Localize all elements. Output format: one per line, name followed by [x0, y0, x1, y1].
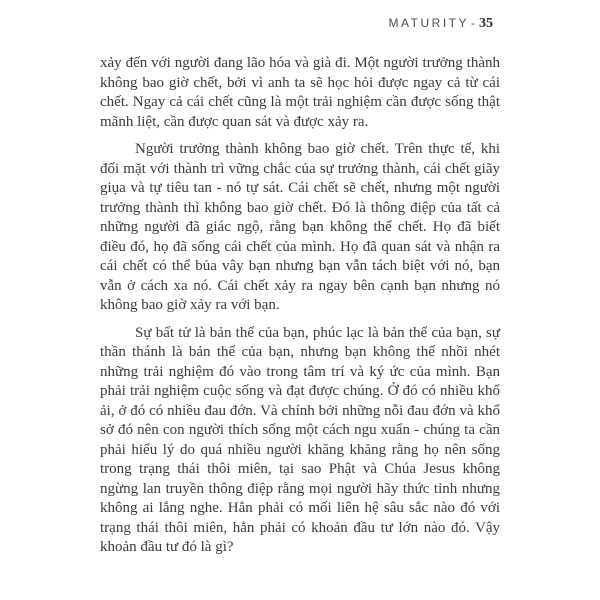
- body-text-block: [100, 54, 500, 566]
- body-paragraph: Người trưởng thành không bao giờ chết. Trên thực tế, khi đối mặt với thành trì vững chắc của sự trưởng thành, cái chết giãy giụa và tự tiêu tan - nó tự sát. Cái chết sẽ chết, nhưng một người trưởng thành thì không bao giờ chết. Đó là thông điệp của tất cả những người đã giác ngộ, rằng bạn không thể chết. Họ đã biết điều đó, họ đã sống cái chết của mình. Họ đã quan sát và nhận ra cái chết có thể bủa vây bạn nhưng bạn vẫn tách biệt với nó, bạn vẫn ở cách xa nó. Cái chết xảy ra ngay bên cạnh bạn nhưng nó không bao giờ xảy ra với bạn.: [100, 141, 500, 313]
- page-number: 35: [479, 16, 493, 31]
- running-head: [389, 16, 493, 32]
- running-head-separator: -: [471, 16, 475, 30]
- body-paragraph: Sự bất tử là bản thể của bạn, phúc lạc là bản thể của bạn, sự thần thánh là bản thể của bạn, nhưng bạn không thể nhồi nhét những trải nghiệm đó vào trong tâm trí và ký ức của mình. Bạn phải trải nghiệm cuộc sống và đạt được chúng. Ở đó có nhiều khổ ải, ở đó có nhiều đau đớn. Và chính bởi những nỗi đau đớn và khổ sở đó nên con người thích sống một cách ngu xuẩn - chúng ta cần phải hiểu lý do quá nhiều người khăng khăng rằng họ nên sống trong trạng thái thôi miên, tại sao Phật và Chúa Jesus không ngừng lan truyền thông điệp rằng mọi người hãy thức tỉnh nhưng không ai lắng nghe. Hẳn phải có mối liên hệ sâu sắc nào đó với trạng thái thôi miên, hẳn phải có khoản đầu tư lớn nào đó. Vậy khoản đầu tư đó là gì?: [100, 324, 500, 555]
- running-head-title: MATURITY: [388, 16, 469, 30]
- body-paragraph: xảy đến với người đang lão hóa và già đi. Một người trưởng thành không bao giờ chết, bởi vì anh ta sẽ học hỏi được ngay cả từ cái chết. Ngay cả cái chết cũng là một trải nghiệm cần được sống thật mãnh liệt, cần được quan sát và được xảy ra.: [100, 55, 500, 130]
